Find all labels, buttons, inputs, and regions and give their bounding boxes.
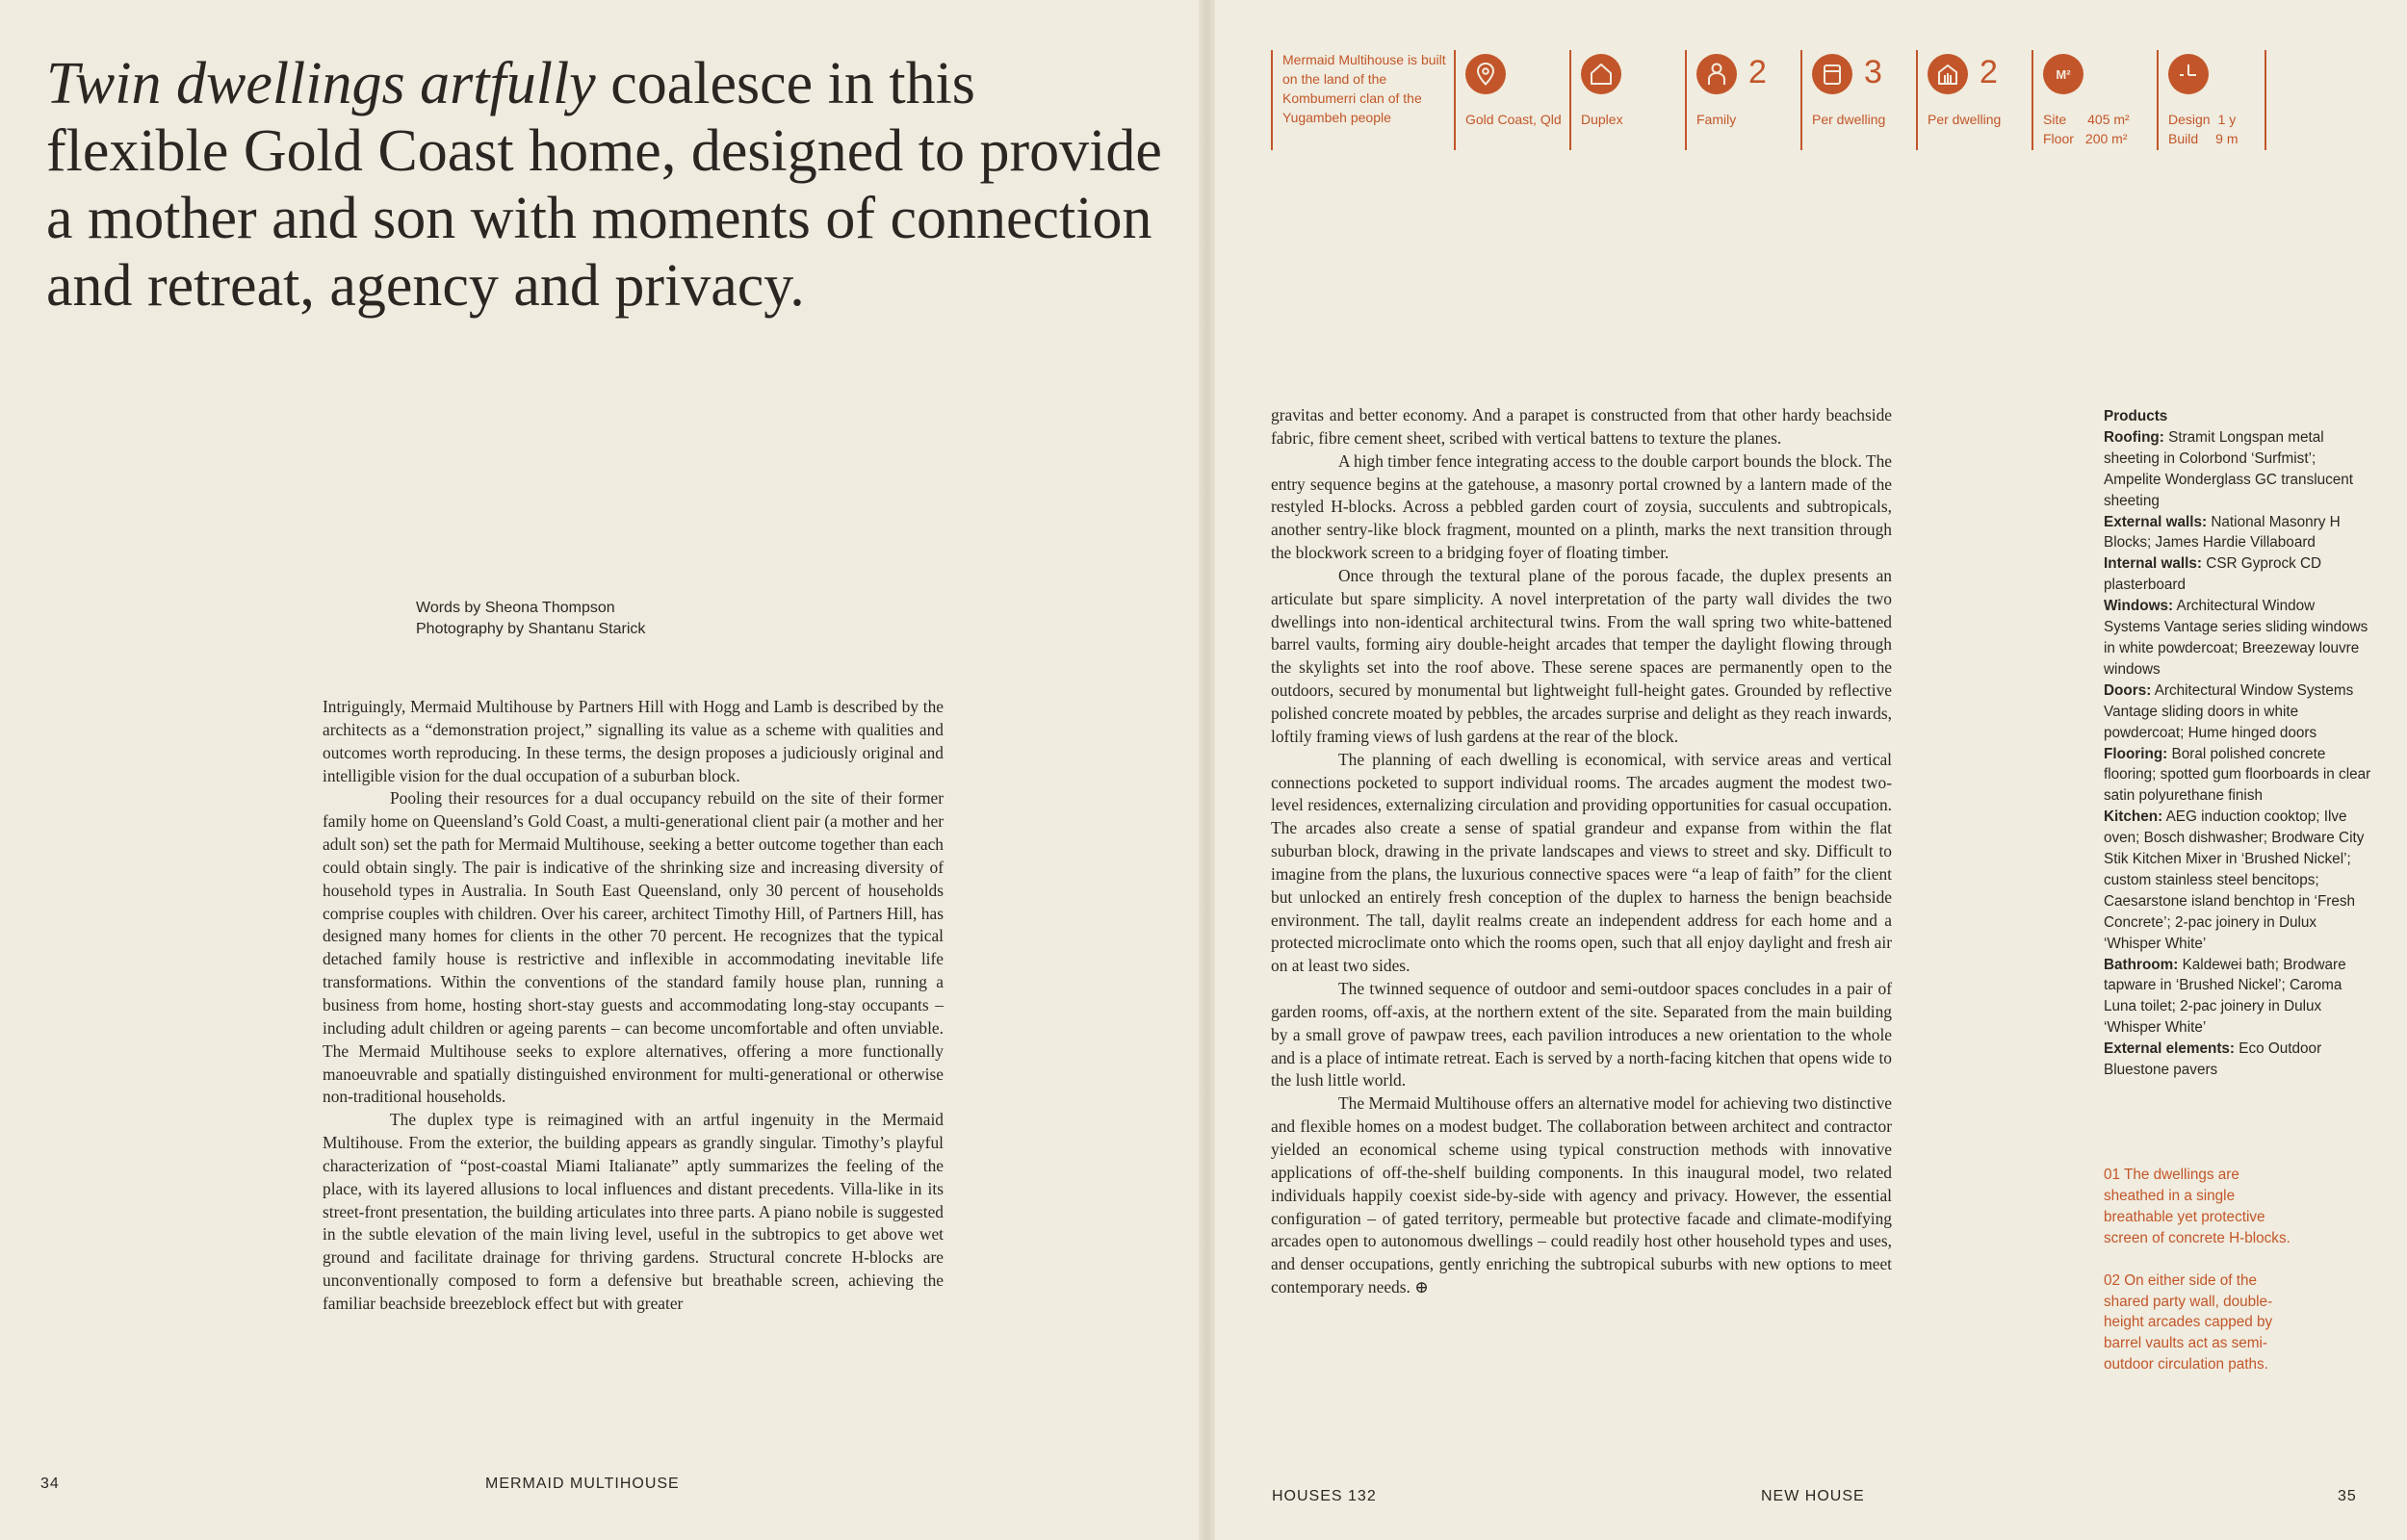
- area-icon-text: M²: [2056, 67, 2071, 82]
- person-icon: [1696, 54, 1737, 94]
- credit-photography: Photography by Shantanu Starick: [416, 621, 646, 637]
- product-item: Roofing: Stramit Longspan metal sheeting in Colorbond ‘Surfmist’; Ampelite Wonderglass GC translucent sheeting: [2104, 428, 2354, 509]
- stat-type: [1569, 50, 1677, 150]
- product-item: External elements: Eco Outdoor Bluestone pavers: [2104, 1040, 2322, 1079]
- caption-01: 01 The dwellings are sheathed in a single breathable yet protective screen of concrete H-blocks.: [2104, 1167, 2291, 1246]
- stat-area: [2032, 50, 2139, 150]
- build-value: 9 m: [2215, 131, 2239, 146]
- bathrooms-label: Per dwelling: [1928, 112, 2002, 127]
- family-number: 2: [1748, 54, 1767, 90]
- site-value: 405 m²: [2087, 112, 2130, 127]
- folio-section: NEW HOUSE: [1761, 1488, 1865, 1504]
- paragraph: The duplex type is reimagined with an artful ingenuity in the Mermaid Multihouse. From the exterior, the building appears as grandly singular. Timothy’s playful characterization of “post-coastal Miami Italianate” aptly summarizes the feeling of the place, with its layered allusions to local influences and distant precedents. Villa-like in its street-front presentation, the building articulates into three parts. A piano nobile is suggested in the subtle elevation of the main living level, useful in the subtropics to get above wet ground and facilitate drainage for thriving gardens. Structural concrete H-blocks are unconventionally composed to form a defensive but breathable screen, achieving the familiar beachside breezeblock effect but with greater: [323, 1110, 944, 1313]
- left-page: [0, 0, 1199, 1540]
- stat-location: [1454, 50, 1562, 150]
- folio-magazine: HOUSES 132: [1272, 1488, 1377, 1504]
- design-build-block: [2168, 110, 2238, 148]
- bath-icon: [1928, 54, 1968, 94]
- paragraph: A high timber fence integrating access to the double carport bounds the block. The entry sequence begins at the gatehouse, a masonry portal crowned by a lantern made of the restyled H-blocks. Across a pebbled garden court of zoysia, succulents and subtropicals, another sentry-like block fragment, mounted on a plinth, marks the next transition through the blockwork screen to a bridging foyer of floating timber.: [1271, 450, 1892, 563]
- folio-title: MERMAID MULTIHOUSE: [485, 1476, 680, 1492]
- paragraph: gravitas and better economy. And a parapet is constructed from that other hardy beachside fabric, fibre cement sheet, scribed with vertical battens to texture the planes.: [1271, 405, 1892, 448]
- acknowledgement-text: Mermaid Multihouse is built on the land of the Kombumerri clan of the Yugambeh people: [1282, 52, 1446, 125]
- folio-page-number: 35: [2338, 1488, 2357, 1504]
- headline: [46, 50, 1163, 320]
- stats-end-rule: [2265, 50, 2266, 150]
- credit-words: Words by Sheona Thompson: [416, 600, 615, 616]
- credits: [416, 598, 645, 640]
- paragraph: The twinned sequence of outdoor and semi-outdoor spaces concludes in a pair of garden rooms, off-axis, at the northern extent of the site. Separated from the main building by a small grove of pawpaw trees, each pavilion introduces a new orientation to the whole and is a place of intimate retreat. Each is served by a north-facing kitchen that opens wide to the lush little world.: [1271, 979, 1892, 1091]
- product-item: Windows: Architectural Window Systems Vantage series sliding windows in white powdercoat; Breezeway louvre windows: [2104, 598, 2368, 678]
- site-label: Site: [2043, 112, 2067, 127]
- build-label: Build: [2168, 131, 2199, 146]
- location-pin-icon: [1465, 54, 1506, 94]
- bathrooms-number: 2: [1980, 54, 1998, 90]
- paragraph: The planning of each dwelling is economical, with service areas and vertical connections pocketed to support individual rooms. The arcades augment the modest two-level residences, externalizing circulation and providing opportunities for casual occupation. The arcades also create a sense of spatial grandeur and expanse from within the flat suburban block, drawing in the private landscapes and views to street and sky. Difficult to imagine from the plans, the luxurious connective spaces were “a leap of faith” for the client but unlocked an entirely fresh conception of the duplex to harness the benign beachside environment. The tall, daylit realms create an independent address for each home and a protected microclimate onto which the rooms open, such that all enjoy daylight and fresh air on at least two sides.: [1271, 749, 1892, 976]
- gutter: [1199, 0, 1215, 1540]
- design-label: Design: [2168, 112, 2211, 127]
- stat-bedrooms: [1800, 50, 1908, 150]
- design-value: 1 y: [2217, 112, 2237, 127]
- folio-page-number: 34: [40, 1476, 60, 1492]
- stat-family: [1685, 50, 1793, 150]
- stat-acknowledgement: [1271, 50, 1446, 150]
- product-item: Flooring: Boral polished concrete flooring; spotted gum floorboards in clear satin polyurethane finish: [2104, 745, 2371, 805]
- body-text-left: [323, 696, 944, 1316]
- product-item: Doors: Architectural Window Systems Vantage sliding doors in white powdercoat; Hume hinged doors: [2104, 681, 2354, 741]
- bed-icon: [1812, 54, 1852, 94]
- product-item: Internal walls: CSR Gyprock CD plasterboard: [2104, 555, 2322, 594]
- bedrooms-label: Per dwelling: [1812, 112, 1886, 127]
- paragraph: Intriguingly, Mermaid Multihouse by Partners Hill with Hogg and Lamb is described by the architects as a “demonstration project,” signalling its value as a scheme with qualities and outcomes worth reproducing. In these terms, the design proposes a judiciously original and intelligible vision for the dual occupation of a suburban block.: [323, 697, 944, 785]
- caption-02: 02 On either side of the shared party wall, double-height arcades capped by barrel vaults act as semi-outdoor circulation paths.: [2104, 1271, 2273, 1373]
- stat-timeline: [2157, 50, 2265, 150]
- area-icon: [2043, 54, 2083, 94]
- paragraph: The Mermaid Multihouse offers an alternative model for achieving two distinctive and flexible homes on a modest budget. The collaboration between architect and contractor yielded an economical scheme using typical construction methods with innovative applications of off-the-shelf building components. In this inaugural model, two related individuals happily coexist side-by-side with agency and privacy. However, the essential configuration – of gated territory, permeable but protective facade and climate-modifying arcades open to autonomous dwellings – could readily host other household types and uses, and denser occupations, gently enriching the subtropical suburbs with new options to meet contemporary needs. ⊕: [1271, 1093, 1892, 1297]
- product-item: Kitchen: AEG induction cooktop; Ilve oven; Bosch dishwasher; Brodware City Stik Kitchen Mixer in ‘Brushed Nickel’; custom stainless steel bencitops; Caesarstone island benchtop in ‘Fresh Concrete’; 2-pac joinery in Dulux ‘Whisper White’: [2104, 808, 2365, 952]
- family-label: Family: [1696, 112, 1737, 127]
- headline-rest: coalesce in this flexible Gold Coast home, designed to provide a mother and son with moments of connection and retreat, agency and privacy.: [46, 51, 1162, 319]
- bedrooms-number: 3: [1864, 54, 1882, 90]
- project-stats: [1271, 50, 2272, 150]
- product-item: External walls: National Masonry H Blocks; James Hardie Villaboard: [2104, 513, 2341, 552]
- clock-icon: [2168, 54, 2209, 94]
- stat-bathrooms: [1916, 50, 2024, 150]
- type-label: Duplex: [1581, 112, 1623, 127]
- site-floor-block: [2043, 110, 2130, 148]
- photo-captions: [2104, 1165, 2296, 1397]
- body-text-right: [1271, 404, 1892, 1299]
- house-icon: [1581, 54, 1621, 94]
- headline-italic: Twin dwellings artfully: [46, 51, 596, 116]
- location-label: Gold Coast, Qld: [1465, 112, 1562, 127]
- floor-label: Floor: [2043, 131, 2074, 146]
- paragraph: Pooling their resources for a dual occupancy rebuild on the site of their former family home on Queensland’s Gold Coast, a multi-generational client pair (a mother and her adult son) set the path for Mermaid Multihouse, seeking a better outcome together than each could obtain singly. The pair is indicative of the shrinking size and increasing diversity of household types in Australia. In South East Queensland, only 30 percent of households comprise couples with children. Over his career, architect Timothy Hill, of Partners Hill, has designed many homes for clients in the other 70 percent. He recognizes that the typical detached family house is restrictive and inflexible in accommodating inevitable life transformations. Within the conventions of the standard family house plan, running a business from home, hosting short-stay guests and accommodating long-stay occupants – including adult children or ageing parents – can become uncomfortable and often unviable. The Mermaid Multihouse seeks to explore alternatives, offering a more functionally manoeuvrable and spatially distinguished environment for multi-generational or otherwise non-traditional households.: [323, 788, 944, 1107]
- floor-value: 200 m²: [2084, 131, 2128, 146]
- products-heading: Products: [2104, 408, 2168, 424]
- products-sidebar: [2104, 406, 2373, 1081]
- paragraph: Once through the textural plane of the porous facade, the duplex presents an articulate but spare simplicity. A novel interpretation of the party wall divides the two dwellings into non-identical architectural twins. From the wall spring two white-battened barrel vaults, forming airy double-height arcades that temper the daylight flowing through the skylights set into the roof above. These serene spaces are permanently open to the outdoors, secured by monumental but lightweight full-height gates. Grounded by reflective polished concrete moated by pebbles, the arcades surprise and delight as they reach inwards, loftily framing views of lush gardens at the rear of the block.: [1271, 565, 1892, 746]
- product-item: Bathroom: Kaldewei bath; Brodware tapware in ‘Brushed Nickel’; Caroma Luna toilet; 2-pac joinery in Dulux ‘Whisper White’: [2104, 956, 2346, 1037]
